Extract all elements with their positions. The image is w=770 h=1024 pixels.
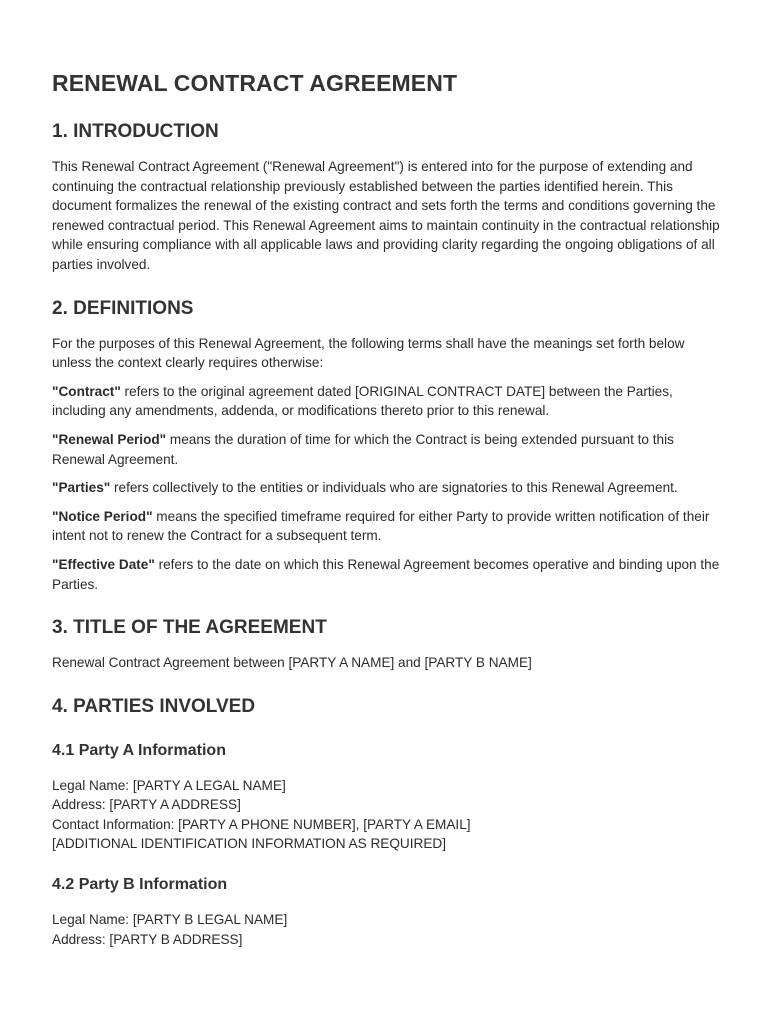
definition-term: "Contract" [52,383,121,399]
party-a-details [52,776,722,854]
definitions-lead-paragraph: For the purposes of this Renewal Agreement, the following terms shall have the meanings set forth below unless the context clearly requires otherwise: [52,335,685,371]
definition-term: "Effective Date" [52,556,155,572]
document-page [52,70,722,949]
party-b-block [52,876,722,949]
section-heading-introduction: 1. INTRODUCTION [52,121,219,142]
section-parties-involved [52,696,722,950]
document-title: RENEWAL CONTRACT AGREEMENT [52,70,458,96]
definition-text: means the duration of time for which the Contract is being extended pursuant to this Renewal Agreement. [52,431,674,467]
subsection-spacer [52,854,722,876]
party-b-address: Address: [PARTY B ADDRESS] [52,931,243,947]
party-a-contact: Contact Information: [PARTY A PHONE NUMBER], [PARTY A EMAIL] [52,816,471,832]
section-heading-title-of-agreement: 3. TITLE OF THE AGREEMENT [52,617,327,639]
definition-item [52,382,722,421]
definition-item [52,478,722,498]
section-introduction [52,121,722,275]
definition-text: refers to the date on which this Renewal Agreement becomes operative and binding upon the Parties. [52,556,720,592]
definition-text: refers collectively to the entities or individuals who are signatories to this Renewal Agreement. [110,480,678,496]
section-heading-parties-involved: 4. PARTIES INVOLVED [52,695,256,717]
section-spacer [52,594,722,617]
party-a-additional-info: [ADDITIONAL IDENTIFICATION INFORMATION AS REQUIRED] [52,836,446,852]
party-a-legal-name: Legal Name: [PARTY A LEGAL NAME] [52,777,286,793]
section-spacer [52,673,722,696]
definition-item [52,555,722,594]
subsection-heading-party-a: 4.1 Party A Information [52,741,226,759]
definition-text: means the specified timeframe required for either Party to provide written notification of their intent not to renew the Contract for a subsequent term. [52,508,710,544]
section-title-of-agreement [52,617,722,673]
definition-term: "Parties" [52,480,111,496]
definition-term: "Notice Period" [52,508,153,524]
title-of-agreement-paragraph: Renewal Contract Agreement between [PARTY A NAME] and [PARTY B NAME] [52,655,532,671]
introduction-paragraph: This Renewal Contract Agreement ("Renewal Agreement") is entered into for the purpose of extending and continuing the contractual relationship previously established between the parties identified herein. This document formalizes the renewal of the existing contract and sets forth the terms and conditions governing the renewed contractual period. This Renewal Agreement aims to maintain continuity in the contractual relationship while ensuring compliance with all applicable laws and providing clarity regarding the ongoing obligations of all parties involved. [52,159,720,272]
definition-text: refers to the original agreement dated [ORIGINAL CONTRACT DATE] between the Parties, including any amendments, addenda, or modifications thereto prior to this renewal. [52,383,673,419]
party-a-block [52,742,722,854]
section-heading-definitions: 2. DEFINITIONS [52,297,194,319]
party-a-address: Address: [PARTY A ADDRESS] [52,797,241,813]
definition-item [52,507,722,546]
section-definitions [52,298,722,595]
party-b-legal-name: Legal Name: [PARTY B LEGAL NAME] [52,912,288,928]
subsection-heading-party-b: 4.2 Party B Information [52,876,228,894]
section-spacer [52,275,722,298]
definition-item [52,430,722,469]
party-b-details [52,910,722,949]
definition-term: "Renewal Period" [52,431,167,447]
